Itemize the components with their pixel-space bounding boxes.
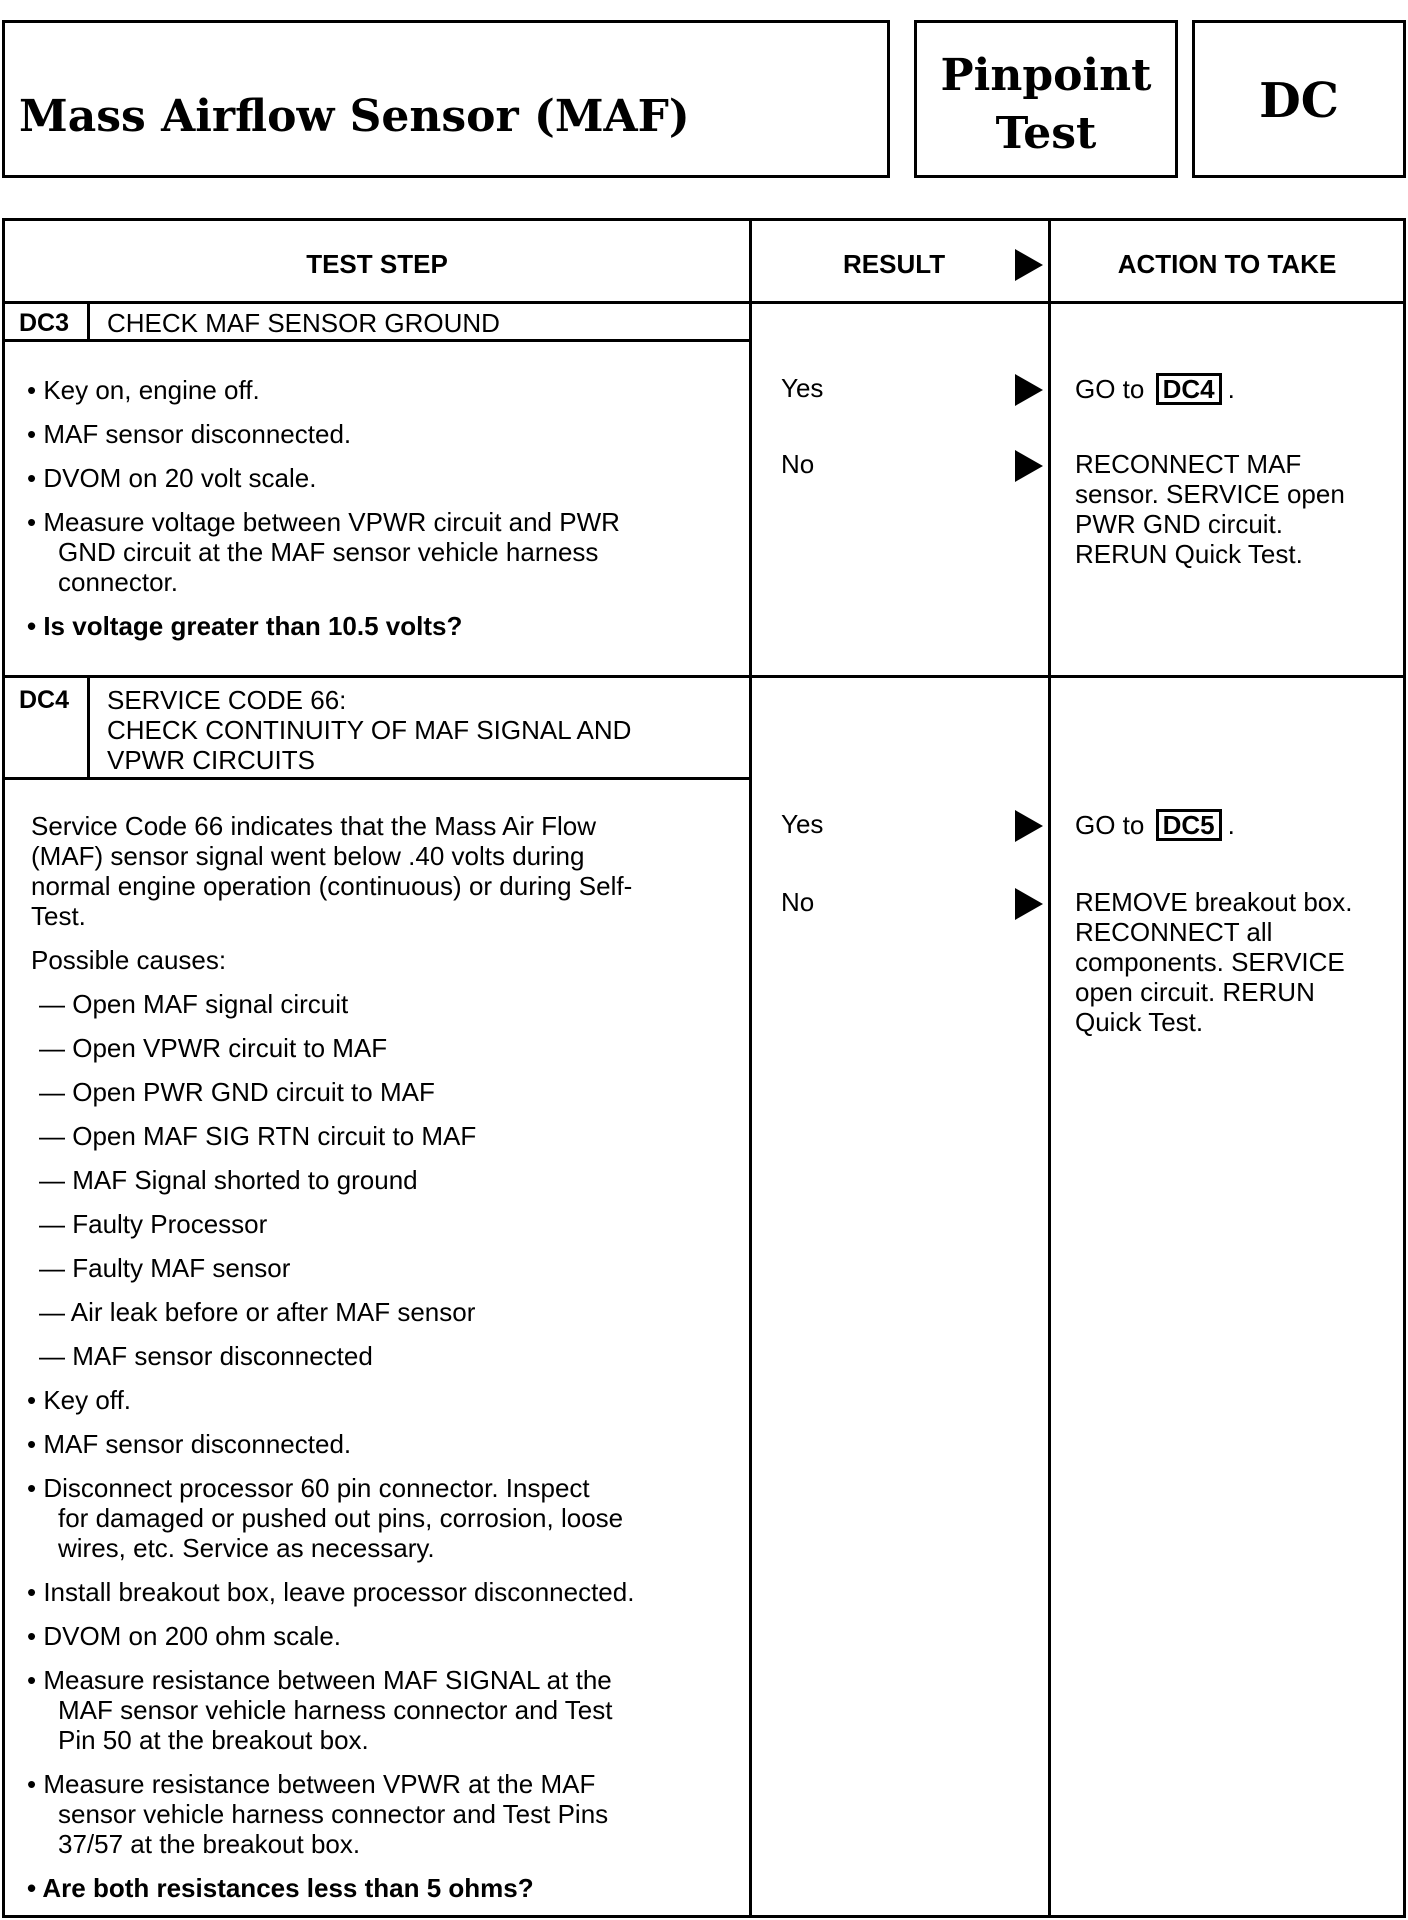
title-box <box>2 20 890 178</box>
dc4-yes-action-prefix: GO to <box>1075 810 1145 840</box>
dc4-cause-9: — MAF sensor disconnected <box>39 1341 373 1371</box>
dc4-step-7-cont-1: sensor vehicle harness connector and Test Pins <box>58 1799 609 1829</box>
pinpoint-line-2: Test <box>995 108 1097 159</box>
dc3-step-1: • Key on, engine off. <box>27 375 260 405</box>
dc3-no-action-4: RERUN Quick Test. <box>1075 539 1303 569</box>
dc3-title-underline <box>5 339 749 342</box>
dc4-step-id: DC4 <box>19 686 70 714</box>
dc3-question: • Is voltage greater than 10.5 volts? <box>27 611 463 641</box>
dc4-no-action-4: open circuit. RERUN <box>1075 977 1315 1007</box>
test-code-box <box>1192 20 1406 178</box>
pinpoint-test-label <box>917 47 1175 163</box>
dc4-intro-1: Service Code 66 indicates that the Mass Air Flow <box>31 811 597 841</box>
dc4-step-2: • MAF sensor disconnected. <box>27 1429 352 1459</box>
pinpoint-test-box <box>914 20 1178 178</box>
dc3-no-arrow-icon <box>1015 450 1043 482</box>
dc3-no-action-3: PWR GND circuit. <box>1075 509 1283 539</box>
column-header-result: RESULT <box>843 249 946 279</box>
page-title: Mass Airflow Sensor (MAF) <box>19 91 690 142</box>
pinpoint-table <box>2 218 1406 1918</box>
dc4-no-arrow-icon <box>1015 888 1043 920</box>
dc4-step-3: • Disconnect processor 60 pin connector. Inspect <box>27 1473 590 1503</box>
dc3-step-id: DC3 <box>19 309 70 337</box>
dc4-no-action-1: REMOVE breakout box. <box>1075 887 1353 917</box>
dc4-question: • Are both resistances less than 5 ohms? <box>27 1873 534 1903</box>
dc3-no-action-2: sensor. SERVICE open <box>1075 479 1345 509</box>
pinpoint-line-1: Pinpoint <box>940 50 1152 101</box>
dc4-yes-action-suffix: . <box>1227 810 1235 840</box>
dc4-result-no: No <box>781 887 815 917</box>
dc4-step-3-cont-1: for damaged or pushed out pins, corrosion, loose <box>58 1503 624 1533</box>
dc4-step-6-cont-2: Pin 50 at the breakout box. <box>58 1725 369 1755</box>
dc4-step-7: • Measure resistance between VPWR at the MAF <box>27 1769 596 1799</box>
dc3-id-divider <box>87 301 90 341</box>
dc3-step-3: • DVOM on 20 volt scale. <box>27 463 317 493</box>
dc3-step-4-cont-2: connector. <box>58 567 178 597</box>
dc4-intro-2: (MAF) sensor signal went below .40 volts during <box>31 841 585 871</box>
dc4-no-action-3: components. SERVICE <box>1075 947 1345 977</box>
dc4-step-4: • Install breakout box, leave processor disconnected. <box>27 1577 635 1607</box>
dc4-step-title-2: CHECK CONTINUITY OF MAF SIGNAL AND <box>107 715 632 745</box>
dc3-goto-dc4-ref[interactable]: DC4 <box>1156 373 1222 405</box>
dc4-step-7-cont-2: 37/57 at the breakout box. <box>58 1829 361 1859</box>
dc3-result-no: No <box>781 449 815 479</box>
column-divider-result <box>749 221 752 1915</box>
dc4-no-action-5: Quick Test. <box>1075 1007 1204 1037</box>
dc3-step-2: • MAF sensor disconnected. <box>27 419 352 449</box>
dc4-step-title-3: VPWR CIRCUITS <box>107 745 315 775</box>
dc4-cause-2: — Open VPWR circuit to MAF <box>39 1033 388 1063</box>
dc4-cause-4: — Open MAF SIG RTN circuit to MAF <box>39 1121 477 1151</box>
dc4-result-yes: Yes <box>781 809 824 839</box>
dc4-step-1: • Key off. <box>27 1385 132 1415</box>
dc4-intro-3: normal engine operation (continuous) or during Self- <box>31 871 633 901</box>
step-divider-dc3-dc4 <box>5 675 1403 678</box>
dc4-cause-1: — Open MAF signal circuit <box>39 989 349 1019</box>
test-code: DC <box>1259 73 1339 129</box>
dc4-cause-8: — Air leak before or after MAF sensor <box>39 1297 476 1327</box>
dc4-step-5: • DVOM on 200 ohm scale. <box>27 1621 342 1651</box>
dc3-yes-action <box>1075 373 1235 405</box>
dc4-no-action-2: RECONNECT all <box>1075 917 1273 947</box>
column-divider-action <box>1048 221 1051 1915</box>
dc4-step-6-cont-1: MAF sensor vehicle harness connector and Test <box>58 1695 613 1725</box>
dc3-yes-arrow-icon <box>1015 374 1043 406</box>
dc4-causes-label: Possible causes: <box>31 945 227 975</box>
dc3-no-action-1: RECONNECT MAF <box>1075 449 1302 479</box>
dc4-cause-7: — Faulty MAF sensor <box>39 1253 291 1283</box>
dc3-step-4: • Measure voltage between VPWR circuit and PWR <box>27 507 620 537</box>
dc4-cause-5: — MAF Signal shorted to ground <box>39 1165 418 1195</box>
dc3-yes-action-prefix: GO to <box>1075 374 1145 404</box>
column-header-test-step: TEST STEP <box>306 249 448 279</box>
dc4-intro-4: Test. <box>31 901 86 931</box>
dc3-result-yes: Yes <box>781 373 824 403</box>
dc4-step-6: • Measure resistance between MAF SIGNAL at the <box>27 1665 612 1695</box>
column-header-action: ACTION TO TAKE <box>1117 249 1337 279</box>
header-row-divider <box>5 301 1403 304</box>
dc4-title-underline <box>5 777 749 780</box>
dc4-yes-action <box>1075 809 1235 841</box>
dc4-yes-arrow-icon <box>1015 810 1043 842</box>
result-arrow-icon <box>1015 249 1043 281</box>
dc4-cause-3: — Open PWR GND circuit to MAF <box>39 1077 435 1107</box>
dc3-yes-action-suffix: . <box>1227 374 1235 404</box>
dc4-step-3-cont-2: wires, etc. Service as necessary. <box>58 1533 435 1563</box>
dc3-step-title: CHECK MAF SENSOR GROUND <box>107 308 500 338</box>
dc3-step-4-cont-1: GND circuit at the MAF sensor vehicle harness <box>58 537 599 567</box>
dc4-cause-6: — Faulty Processor <box>39 1209 268 1239</box>
dc4-goto-dc5-ref[interactable]: DC5 <box>1156 809 1222 841</box>
dc4-id-divider <box>87 675 90 779</box>
dc4-step-title-1: SERVICE CODE 66: <box>107 685 347 715</box>
